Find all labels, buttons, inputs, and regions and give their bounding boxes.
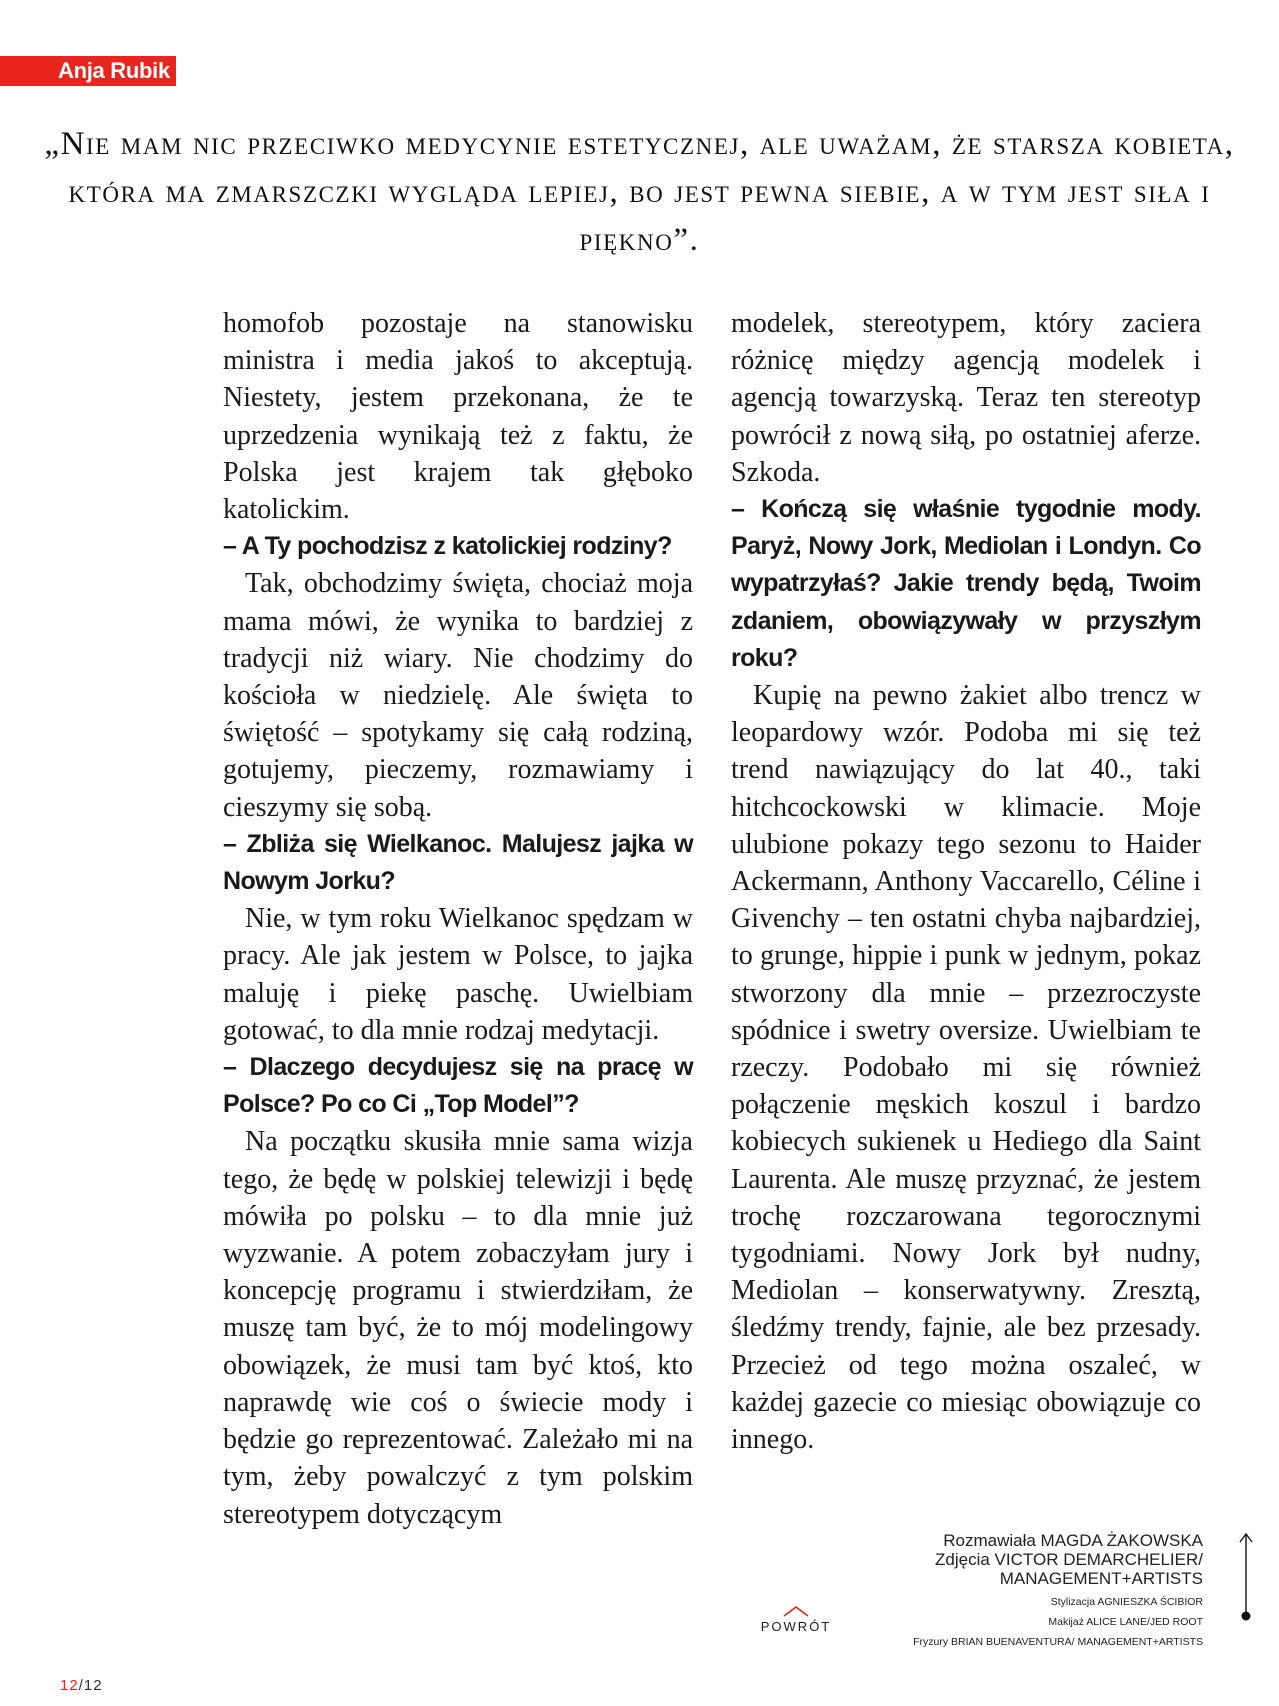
interview-question: – Zbliża się Wielkanoc. Malujesz jajka w Nowym Jorku?: [223, 829, 693, 896]
interview-question: – A Ty pochodzisz z katolickiej rodziny?: [223, 532, 672, 561]
left-column: [223, 305, 693, 1533]
page-total: 12: [83, 1677, 103, 1694]
interview-question: – Kończą się właśnie tygodnie mody. Paryż, Nowy Jork, Mediolan i Londyn. Co wypatrzyłaś? Jakie trendy będą, Twoim zdaniem, obowiązywały w przyszłym roku?: [731, 495, 1201, 672]
chevron-up-icon: [756, 1604, 836, 1618]
credit-interview: Rozmawiała MAGDA ŻAKOWSKA: [943, 1531, 1203, 1550]
back-button[interactable]: [756, 1604, 836, 1636]
pull-quote: „Nie mam nic przeciwko medycynie estetycznej, ale uważam, że starsza kobieta, która ma zmarszczki wygląda lepiej, bo jest pewna siebie, a w tym jest siła i piękno”.: [44, 126, 1235, 258]
interview-answer: modelek, stereotypem, który zaciera różnicę między agencją modelek i agencją towarzyską. Teraz ten stereotyp powrócił z nową siłą, po ostatniej aferze. Szkoda.: [731, 308, 1201, 488]
interview-answer: Na początku skusiła mnie sama wizja tego, że będę w polskiej telewizji i będę mówiła po polsku – to dla mnie już wyzwanie. A potem zobaczyłam jury i koncepcję programu i stwierdziłam, że muszę tam być, że to mój modelingowy obowiązek, że musi tam być ktoś, kto naprawdę wie coś o świecie mody i będzie go reprezentować. Zależało mi na tym, żeby powalczyć z tym polskim stereotypem dotyczącym: [223, 1126, 693, 1530]
interview-answer: Kupię na pewno żakiet albo trencz w leopardowy wzór. Podoba mi się też trend nawiązujący do lat 40., taki hitchcockowski w klimacie. Moje ulubione pokazy tego sezonu to Haider Ackermann, Anthony Vaccarello, Céline i Givenchy – ten ostatni chyba najbardziej, to grunge, hippie i punk w jednym, pokaz stworzony dla mnie – przezroczyste spódnice i swetry oversize. Uwielbiam te rzeczy. Podobało mi się również połączenie męskich koszul i bardzo kobiecych sukienek u Hediego dla Saint Laurenta. Ale muszę przyznać, że jestem trochę rozczarowana tegorocznymi tygodniami. Nowy Jork był nudny, Mediolan – konserwatywny. Zresztą, śledźmy trendy, fajnie, ale bez przesady. Przecież od tego można oszaleć, w każdej gazecie co miesiąc obowiązuje co innego.: [731, 680, 1201, 1456]
credit-photos: Zdjęcia VICTOR DEMARCHELIER/ MANAGEMENT+ARTISTS: [935, 1550, 1203, 1588]
section-tag: Anja Rubik: [0, 56, 176, 86]
interview-answer: Nie, w tym roku Wielkanoc spędzam w pracy. Ale jak jestem w Polsce, to jajka maluję i piekę paschę. Uwielbiam gotować, to dla mnie rodzaj medytacji.: [223, 903, 693, 1046]
interview-answer: Tak, obchodzimy święta, chociaż moja mama mówi, że wynika to bardziej z tradycji niż wiary. Nie chodzimy do kościoła w niedzielę. Ale święta to świętość – spotykamy się całą rodziną, gotujemy, pieczemy, rozmawiamy i cieszymy się sobą.: [223, 568, 693, 823]
back-button-label: POWRÓT: [760, 1619, 832, 1634]
page-number: [60, 1677, 103, 1694]
arrow-up-icon: [1236, 1532, 1256, 1622]
page-current: 12: [60, 1677, 79, 1694]
scroll-top-indicator[interactable]: [1236, 1532, 1256, 1622]
right-column: [731, 305, 1201, 1458]
page-separator: /: [78, 1677, 84, 1694]
credit-makeup: Makijaż ALICE LANE/JED ROOT: [1048, 1616, 1203, 1628]
interview-answer: homofob pozostaje na stanowisku ministra i media jakoś to akceptują. Niestety, jestem przekonana, że te uprzedzenia wynikają też z faktu, że Polska jest krajem tak głęboko katolickim.: [223, 308, 693, 526]
credit-hair: Fryzury BRIAN BUENAVENTURA/ MANAGEMENT+ARTISTS: [913, 1636, 1203, 1648]
interview-question: – Dlaczego decydujesz się na pracę w Polsce? Po co Ci „Top Model”?: [223, 1053, 693, 1119]
credit-styling: Stylizacja AGNIESZKA ŚCIBIOR: [1050, 1596, 1203, 1608]
